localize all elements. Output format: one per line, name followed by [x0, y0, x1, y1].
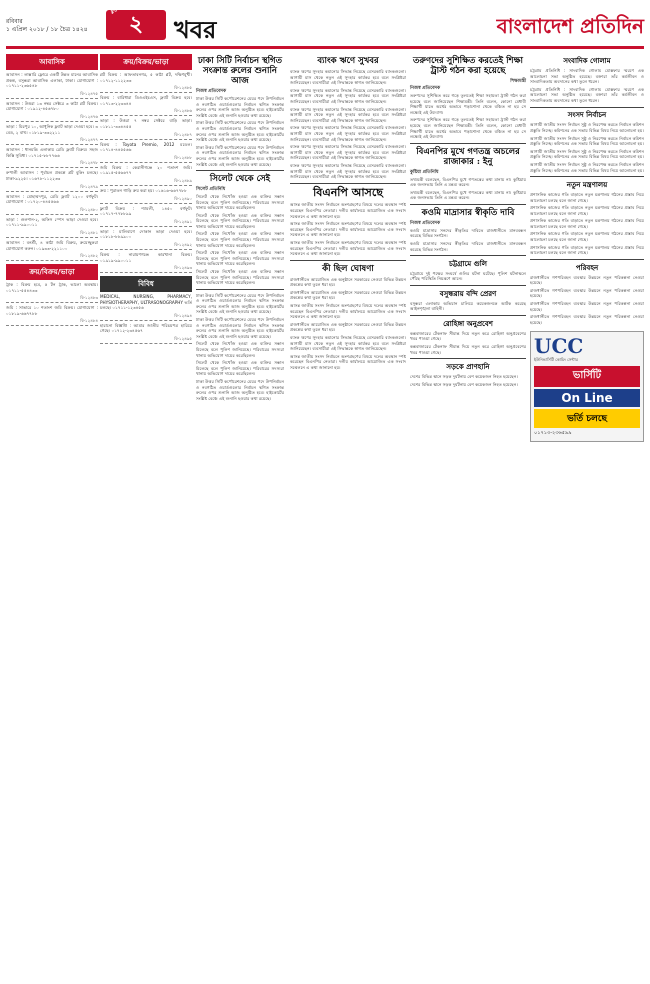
- news-column-e: [410, 54, 644, 978]
- article-body-filler: ঢাকা উত্তর সিটি কর্পোরেশনের মেয়র পদে উপনির্বাচন ও নবগঠিত ওয়ার্ডগুলোর নির্বাচন স্থগিত সংক্রান্ত রুলের ওপর শুনানি আজ অনুষ্ঠিত হবে। হাইকোর্টের সংশ্লিষ্ট বেঞ্চে এই শুনানি হওয়ার কথা রয়েছে।: [196, 144, 284, 167]
- page-number: ২: [128, 11, 144, 37]
- classified-ad-ref: বি-১২৪৮৭: [174, 131, 192, 137]
- article-body-filler: আগামী জাতীয় সংসদ নির্বাচন সুষ্ঠু ও নিরপেক্ষ করতে নির্বাচন কমিশন প্রস্তুতি নিচ্ছে। কমিশনের এক সভায় বিভিন্ন বিষয় নিয়ে আলোচনা হয়।: [530, 148, 644, 160]
- classified-ad: [100, 206, 192, 227]
- divider: [196, 289, 284, 290]
- headline-rohingya: রোহিঙ্গা অনুপ্রবেশ: [443, 318, 493, 328]
- classified-ad-ref: বি-১২৪৮৮: [174, 154, 192, 160]
- article-body-filler: রাজধানীতে গণপরিবহন ব্যবস্থার উন্নয়নে নতুন পরিকল্পনা নেওয়া হয়েছে।: [530, 287, 644, 299]
- classified-ad-text: ভাড়া : মিরপুর ১০, আধুনিক ফ্ল্যাট ভাড়া দেওয়া হবে। ৩ বেড, ২ বাথ। ০১৮১৯-৩৩২২১১: [6, 123, 98, 135]
- article-body-filler: কওমি মাদ্রাসার সনদের স্বীকৃতির দাবিতে রাজধানীতে মানববন্ধন করেছে বিভিন্ন সংগঠন।: [410, 240, 526, 252]
- page-number-box: [106, 4, 166, 40]
- byline: নিজস্ব প্রতিবেদক: [196, 89, 227, 94]
- article-body-filler: ঢাকা উত্তর সিটি কর্পোরেশনের মেয়র পদে উপনির্বাচন ও নবগঠিত ওয়ার্ডগুলোর নির্বাচন স্থগিত সংক্রান্ত রুলের ওপর শুনানি আজ অনুষ্ঠিত হবে। হাইকোর্টের সংশ্লিষ্ট বেঞ্চে এই শুনানি হওয়ার কথা রয়েছে।: [196, 317, 284, 339]
- article-body-filler: ব্যাংক ঋণের সুদহার কমানোর সিদ্ধান্ত নিয়েছে বেসরকারি ব্যাংকগুলো। আগামী মাস থেকে নতুন এই সুদহার কার্যকর হবে বলে সংশ্লিষ্টরা জানিয়েছেন। ব্যবসায়ীরা এই সিদ্ধান্তকে স্বাগত জানিয়েছেন।: [290, 87, 406, 104]
- classified-ad: [100, 165, 192, 186]
- classified-ad-text: বিক্রয় : Toyota Premio, 2012 মডেল। ০১৭১৪-৪৪৫৫৬৬: [100, 141, 192, 153]
- subcolumn-left: [410, 54, 526, 442]
- divider: [530, 259, 644, 260]
- classified-ad-ref: বি-১২৪৭৭: [80, 137, 98, 143]
- article-body-filler: কক্সবাজারের টেকনাফ সীমান্ত দিয়ে নতুন করে রোহিঙ্গা অনুপ্রবেশের খবর পাওয়া গেছে।: [410, 344, 526, 355]
- day-name: রবিবার: [6, 18, 23, 25]
- article-body: ব্যাংক ঋণের সুদহার কমানোর সিদ্ধান্ত নিয়েছে বেসরকারি ব্যাংকগুলো। আগামী মাস থেকে নতুন এই সুদহার কার্যকর হবে বলে সংশ্লিষ্টরা জানিয়েছেন। ব্যবসায়ীরা এই সিদ্ধান্তকে স্বাগত জানিয়েছেন।: [290, 69, 406, 86]
- date-text: ১ এপ্রিল ২০১৮ / ১৮ চৈত্র ১৪২৪: [6, 26, 88, 33]
- article-body-filler: রাজধানীতে গণপরিবহন ব্যবস্থার উন্নয়নে নতুন পরিকল্পনা নেওয়া হয়েছে।: [530, 301, 644, 312]
- divider: [530, 176, 644, 177]
- ucc-advertisement[interactable]: [530, 331, 644, 442]
- classified-ad-ref: বি-১২৪৭৬: [80, 113, 98, 119]
- classified-ad: [6, 194, 98, 215]
- article-body-filler: ব্যাংক ঋণের সুদহার কমানোর সিদ্ধান্ত নিয়েছে বেসরকারি ব্যাংকগুলো। আগামী মাস থেকে নতুন এই সুদহার কার্যকর হবে বলে সংশ্লিষ্টরা জানিয়েছেন। ব্যবসায়ীরা এই সিদ্ধান্তকে স্বাগত জানিয়েছেন।: [290, 162, 406, 180]
- classified-ad-text: MEDICAL, NURSING, PHARMACY, PHYSIOTHERAPHY, ULTRASONOGRAPHY ভর্তি চলছে। ০১৭১১-১২৩৪৫৬: [100, 294, 192, 311]
- article-body: আগামী জাতীয় সংসদ নির্বাচন সুষ্ঠু ও নিরপেক্ষ করতে নির্বাচন কমিশন প্রস্তুতি নিচ্ছে। কমিশনের এক সভায় বিভিন্ন বিষয় নিয়ে আলোচনা হয়।: [530, 122, 644, 133]
- article-body-filler: সিলেট থেকে নিখোঁজ হওয়া এক ব্যক্তির সন্ধান মিলেছে বলে পুলিশ জানিয়েছে। পরিবারের সদস্যরা থানায় অভিযোগ দায়ের করেছিলেন।: [196, 212, 284, 229]
- divider: [410, 143, 526, 144]
- ucc-phone: ০১৭১৩-২৩৬৫৯৯: [534, 430, 572, 437]
- classified-ad-ref: বি-১২৪৮১: [80, 229, 98, 235]
- classified-ad-text: আবাসন : লাক্সারি ফ্লোরে একটি উন্নত মানের আবাসিক প্রকল্প, বসুন্ধরা আবাসিক এলাকা, ঢাকা। যোগাযোগ : ০১৭১১-২৩৬৫৪৮: [6, 72, 98, 89]
- headline-bnp: বিএনপি আসছে: [313, 186, 383, 200]
- divider: [196, 170, 284, 171]
- section-title: খবর: [174, 15, 217, 44]
- article-body: প্রশাসনিক কাজের গতি বাড়াতে নতুন মন্ত্রণালয় গঠনের প্রস্তাব নিয়ে আলোচনা চলছে বলে জানা গেছে।: [530, 191, 644, 203]
- classifieds-column-a: [6, 54, 98, 978]
- classified-ad-ref: বি-১২৪৭৮: [80, 160, 98, 166]
- article-body: বসুন্ধরা এলাকায় অভিযান চালিয়ে কয়েকজনকে আটক করেছে আইনশৃঙ্খলা বাহিনী।: [410, 300, 526, 312]
- headline-road: সড়কে প্রাণহানি: [446, 362, 490, 372]
- article-body-filler: প্রশাসনিক কাজের গতি বাড়াতে নতুন মন্ত্রণালয় গঠনের প্রস্তাব নিয়ে আলোচনা চলছে বলে জানা গেছে।: [530, 231, 644, 243]
- article-body: চট্টগ্রাম প্রতিনিধি : সাংবাদিক গোলাম মোস্তফার স্মরণে এক আলোচনা সভা অনুষ্ঠিত হয়েছে। বক্তারা তাঁর কর্মজীবন ও সাংবাদিকতায় অবদানের কথা তুলে ধরেন।: [530, 68, 644, 85]
- article-body-filler: আগামী জাতীয় সংসদ নির্বাচন সুষ্ঠু ও নিরপেক্ষ করতে নির্বাচন কমিশন প্রস্তুতি নিচ্ছে। কমিশনের এক সভায় বিভিন্ন বিষয় নিয়ে আলোচনা হয়।: [530, 161, 644, 173]
- article-body-filler: ব্যাংক ঋণের সুদহার কমানোর সিদ্ধান্ত নিয়েছে বেসরকারি ব্যাংকগুলো। আগামী মাস থেকে নতুন এই সুদহার কার্যকর হবে বলে সংশ্লিষ্টরা জানিয়েছেন। ব্যবসায়ীরা এই সিদ্ধান্তকে স্বাগত জানিয়েছেন।: [290, 144, 406, 161]
- article-body-filler: আসন্ন জাতীয় সংসদ নির্বাচনে অংশগ্রহণের বিষয়ে দলের অবস্থান স্পষ্ট করেছেন বিএনপির নেতারা। দলীয় কার্যালয়ে আয়োজিত এক সংবাদ সম্মেলনে এ কথা জানানো হয়।: [290, 303, 406, 320]
- classified-ad-ref: বি-১২৪৮০: [80, 206, 98, 212]
- masthead-rule: [6, 46, 644, 49]
- headline-qawmi: কওমি মাদ্রাসার স্বীকৃতি দাবি: [421, 207, 515, 218]
- headline-briefs: সংবাদিক গোলাম: [563, 56, 611, 65]
- classifieds-column-b: [100, 54, 192, 978]
- classified-ad-ref: বি-১২৪৯২: [174, 241, 192, 247]
- article-body: রাজধানীতে গণপরিবহন ব্যবস্থার উন্নয়নে নতুন পরিকল্পনা নেওয়া হয়েছে।: [530, 274, 644, 286]
- page-word: পৃষ্ঠা: [110, 4, 117, 14]
- article-body-filler: সিলেট থেকে নিখোঁজ হওয়া এক ব্যক্তির সন্ধান মিলেছে বলে পুলিশ জানিয়েছে। পরিবারের সদস্যরা থানায় অভিযোগ দায়ের করেছিলেন।: [196, 231, 284, 248]
- article-body: আসন্ন জাতীয় সংসদ নির্বাচনে অংশগ্রহণের বিষয়ে দলের অবস্থান স্পষ্ট করেছেন বিএনপির নেতারা। দলীয় কার্যালয়ে আয়োজিত এক সংবাদ সম্মেলনে এ কথা জানানো হয়।: [290, 202, 406, 219]
- classified-heading-2: ক্রয়/বিক্রয়/ভাড়া: [6, 264, 98, 280]
- ucc-logo: UCC: [534, 334, 584, 359]
- classified-ad: [100, 118, 192, 139]
- subcolumn-right: [530, 54, 644, 442]
- classified-ad: [6, 72, 98, 99]
- article-body-filler: চট্টগ্রাম প্রতিনিধি : সাংবাদিক গোলাম মোস্তফার স্মরণে এক আলোচনা সভা অনুষ্ঠিত হয়েছে। বক্তারা তাঁর কর্মজীবন ও সাংবাদিকতায় অবদানের কথা তুলে ধরেন।: [530, 86, 644, 103]
- article-body-filler: প্রশাসনিক কাজের গতি বাড়াতে নতুন মন্ত্রণালয় গঠনের প্রস্তাব নিয়ে আলোচনা চলছে বলে জানা গেছে।: [530, 205, 644, 216]
- classified-ad: [6, 217, 98, 238]
- classified-ad-ref: বি-১২৪৯৫: [174, 336, 192, 342]
- headline-new-ministry: নতুন মন্ত্রণালয়: [566, 179, 608, 189]
- headline-bashundhara: বসুন্ধরায় বন্দি প্রেরণ: [439, 288, 497, 298]
- article-body: ঢাকা উত্তর সিটি কর্পোরেশনের মেয়র পদে উপনির্বাচন ও নবগঠিত ওয়ার্ডগুলোর নির্বাচন স্থগিত সংক্রান্ত রুলের ওপর শুনানি আজ অনুষ্ঠিত হবে। হাইকোর্টের সংশ্লিষ্ট বেঞ্চে এই শুনানি হওয়ার কথা রয়েছে।: [196, 96, 284, 118]
- classified-ad-text: আবাসন : উত্তরা ১৩ নম্বর সেক্টরে ৩ কাঠা প্লট বিক্রয়। যোগাযোগ : ০১৯১২-৪৫৬৭৮০: [6, 100, 98, 112]
- divider: [410, 358, 526, 359]
- article-body-filler: আসন্ন জাতীয় সংসদ নির্বাচনে অংশগ্রহণের বিষয়ে দলের অবস্থান স্পষ্ট করেছেন বিএনপির নেতারা। দলীয় কার্যালয়ে আয়োজিত এক সংবাদ সম্মেলনে এ কথা জানানো হয়।: [290, 353, 406, 370]
- classified-ad: [100, 72, 192, 93]
- divider: [290, 183, 406, 184]
- byline: নিজস্ব প্রতিবেদক: [410, 220, 441, 226]
- article-body-filler: সিলেট থেকে নিখোঁজ হওয়া এক ব্যক্তির সন্ধান মিলেছে বলে পুলিশ জানিয়েছে। পরিবারের সদস্যরা থানায় অভিযোগ দায়ের করেছিলেন।: [196, 269, 284, 286]
- classified-ad-ref: বি-১২৪৭৫: [80, 90, 98, 96]
- classified-ad-text: রুপালী আবাসন : পূর্বাচল প্রকল্পে প্লট বুকিং চলছে। ঢাকা-৯২২৫। ০১৬৭৮-১১২২৩৩: [6, 170, 98, 181]
- divider: [410, 315, 526, 316]
- classified-ad-text: হারানো বিজ্ঞপ্তি : আমার জাতীয় পরিচয়পত্র হারিয়ে গেছে। ০১৭১২-২৩৪৫৬৭: [100, 322, 192, 334]
- classified-ad: [6, 305, 98, 326]
- masthead: [6, 4, 644, 44]
- article-body-filler: ব্যাংক ঋণের সুদহার কমানোর সিদ্ধান্ত নিয়েছে বেসরকারি ব্যাংকগুলো। আগামী মাস থেকে নতুন এই সুদহার কার্যকর হবে বলে সংশ্লিষ্টরা জানিয়েছেন। ব্যবসায়ীরা এই সিদ্ধান্তকে স্বাগত জানিয়েছেন।: [290, 106, 406, 123]
- classified-ad: [100, 188, 192, 204]
- article-body-filler: তথ্যমন্ত্রী বলেছেন, বিএনপির মুখে গণতন্ত্রের কথা মানায় না। কুষ্টিয়ায় এক জনসভায় তিনি এ মন্তব্য করেন।: [410, 189, 526, 201]
- classified-ad-text: ভাড়া : উত্তরা ৭ নম্বর সেক্টরে বাড়ি ভাড়া। ০১৮১১-৩৩৪৪৫৫: [100, 118, 192, 129]
- headline-pm-speech: কী ছিল ঘোষণা: [322, 263, 374, 274]
- classified-ad-ref: বি-১২৪৭৯: [80, 183, 98, 189]
- classified-ad-text: ক্রয় : পুরাতন গাড়ি ক্রয় করা হয়। ০১৬১৬-৬৬৭৭৮৮: [100, 187, 187, 193]
- classified-ad-ref: বি-১২৪৯৪: [174, 312, 192, 318]
- ucc-online-label: On Line: [534, 389, 640, 407]
- classified-ad: [6, 240, 98, 261]
- classified-ad: [100, 142, 192, 163]
- masthead-date: [6, 18, 88, 34]
- ucc-subtitle: ইউনিভার্সিটি কোচিং সেন্টার: [534, 357, 578, 363]
- article-body-filler: আসন্ন জাতীয় সংসদ নির্বাচনে অংশগ্রহণের বিষয়ে দলের অবস্থান স্পষ্ট করেছেন বিএনপির নেতারা। দলীয় কার্যালয়ে আয়োজিত এক সংবাদ সম্মেলনে এ কথা জানানো হয়।: [290, 240, 406, 257]
- ucc-banner: ভার্সিটি: [534, 366, 640, 387]
- article-body-filler: ঢাকা উত্তর সিটি কর্পোরেশনের মেয়র পদে উপনির্বাচন ও নবগঠিত ওয়ার্ডগুলোর নির্বাচন স্থগিত সংক্রান্ত রুলের ওপর শুনানি আজ অনুষ্ঠিত হবে। হাইকোর্টের সংশ্লিষ্ট বেঞ্চে এই শুনানি হওয়ার কথা রয়েছে।: [196, 120, 284, 143]
- classified-ad-text: আবাসন : মোহাম্মদপুর, রেডি ফ্ল্যাট ১২০০ বর্গফুট। যোগাযোগ : ০১৭২০-৪৪৫৫৬৬: [6, 193, 98, 205]
- classified-ad-ref: বি-১২৪৮৪: [80, 318, 98, 324]
- article-body: চট্টগ্রামে দুই পক্ষের সংঘর্ষে গুলির ঘটনা ঘটেছে। পুলিশ ঘটনাস্থলে পৌঁছে পরিস্থিতি নিয়ন্ত্রণে আনে।: [410, 270, 526, 282]
- headline-chattogram: চট্টগ্রামে গুলি: [448, 258, 488, 268]
- classified-ad-ref: বি-১২৪৯০: [174, 195, 192, 201]
- classified-ad-text: আবাসন : ধানমন্ডি এলাকায় রেডি ফ্ল্যাট বিক্রয়। সহজ কিস্তি সুবিধা। ০১৭১৫-৮৮৭৭৬৬: [6, 147, 98, 158]
- classified-ad-ref: বি-১২৪৯৩: [174, 265, 192, 271]
- article-body-filler: সিলেট থেকে নিখোঁজ হওয়া এক ব্যক্তির সন্ধান মিলেছে বলে পুলিশ জানিয়েছে। পরিবারের সদস্যরা থানায় অভিযোগ দায়ের করেছিলেন।: [196, 341, 284, 358]
- article-body: রাজধানীতে আয়োজিত এক অনুষ্ঠানে সরকারের নেওয়া বিভিন্ন উন্নয়ন প্রকল্পের কথা তুলে ধরা হয়।: [290, 276, 406, 288]
- classified-ad: [100, 252, 192, 273]
- classified-ad-ref: বি-১২৪৮২: [80, 253, 98, 259]
- article-body-filler: ব্যাংক ঋণের সুদহার কমানোর সিদ্ধান্ত নিয়েছে বেসরকারি ব্যাংকগুলো। আগামী মাস থেকে নতুন এই সুদহার কার্যকর হবে বলে সংশ্লিষ্টরা জানিয়েছেন। ব্যবসায়ীরা এই সিদ্ধান্তকে স্বাগত জানিয়েছেন।: [290, 125, 406, 142]
- article-body-filler: ঢাকা উত্তর সিটি কর্পোরেশনের মেয়র পদে উপনির্বাচন ও নবগঠিত ওয়ার্ডগুলোর নির্বাচন স্থগিত সংক্রান্ত রুলের ওপর শুনানি আজ অনুষ্ঠিত হবে। হাইকোর্টের সংশ্লিষ্ট বেঞ্চে এই শুনানি হওয়ার কথা রয়েছে।: [196, 378, 284, 401]
- classified-ad-text: ট্রাক : বিক্রয় হবে, ৫ টন ট্রাক, ভালো অবস্থায়। ০১৭১১-৫৫৪৪৩৩: [6, 282, 98, 293]
- classified-ad: [6, 147, 98, 168]
- classified-ad: [6, 170, 98, 191]
- divider: [290, 260, 406, 261]
- classified-ad-ref: বি-১২৪৯১: [174, 218, 192, 224]
- article-body-filler: ঢাকা উত্তর সিটি কর্পোরেশনের মেয়র পদে উপনির্বাচন ও নবগঠিত ওয়ার্ডগুলোর নির্বাচন স্থগিত সংক্রান্ত রুলের ওপর শুনানি আজ অনুষ্ঠিত হবে। হাইকোর্টের সংশ্লিষ্ট বেঞ্চে এই শুনানি হওয়ার কথা রয়েছে।: [196, 292, 284, 315]
- classified-heading-2: বিবিধ: [100, 276, 192, 292]
- divider: [410, 255, 526, 256]
- divider: [410, 285, 526, 286]
- headline-transport: পরিবহন: [575, 262, 599, 272]
- headline-youth: তরুণদের সুশিক্ষিত করতেই শিক্ষা ট্রাস্ট গঠন করা হয়েছে: [413, 56, 523, 76]
- byline: কুষ্টিয়া প্রতিনিধি: [410, 169, 439, 175]
- news-column-c: [196, 54, 284, 978]
- article-body-filler: আসন্ন জাতীয় সংসদ নির্বাচনে অংশগ্রহণের বিষয়ে দলের অবস্থান স্পষ্ট করেছেন বিএনপির নেতারা। দলীয় কার্যালয়ে আয়োজিত এক সংবাদ সম্মেলনে এ কথা জানানো হয়।: [290, 221, 406, 238]
- classified-ad-ref: বি-১২৪৮৬: [174, 108, 192, 114]
- article-body-filler: প্রশাসনিক কাজের গতি বাড়াতে নতুন মন্ত্রণালয় গঠনের প্রস্তাব নিয়ে আলোচনা চলছে বলে জানা গেছে।: [530, 244, 644, 256]
- classified-ad-text: জমি বিক্রয় : কেরানীগঞ্জে ২০ শতাংশ জমি। ০১৯১৫-৫৫৬৬৭৭: [100, 164, 192, 176]
- classified-ad-text: প্লট বিক্রয় : আফতাবনগর, ৫ কাঠা প্লট, দক্ষিণমুখী। ০১৭১২-১১২২৩৩: [100, 72, 192, 83]
- article-body-filler: রাজধানীতে আয়োজিত এক অনুষ্ঠানে সরকারের নেওয়া বিভিন্ন উন্নয়ন প্রকল্পের কথা তুলে ধরা হয়।: [290, 321, 406, 333]
- classified-ad-text: ফ্ল্যাট বিক্রয় : শ্যামলী, ১৪৫০ বর্গফুট। ০১৭১৭-৭৭৮৮৯৯: [100, 205, 192, 217]
- article-body-filler: দেশের বিভিন্ন স্থানে সড়ক দুর্ঘটনায় বেশ কয়েকজন নিহত হয়েছেন।: [410, 381, 518, 387]
- divider: [530, 107, 644, 108]
- headline-parliament: সংসদ নির্বাচন: [567, 110, 607, 120]
- article-body: কওমি মাদ্রাসার সনদের স্বীকৃতির দাবিতে রাজধানীতে মানববন্ধন করেছে বিভিন্ন সংগঠন।: [410, 227, 526, 239]
- article-body: কক্সবাজারের টেকনাফ সীমান্ত দিয়ে নতুন করে রোহিঙ্গা অনুপ্রবেশের খবর পাওয়া গেছে।: [410, 330, 526, 342]
- article-body-filler: প্রশাসনিক কাজের গতি বাড়াতে নতুন মন্ত্রণালয় গঠনের প্রস্তাব নিয়ে আলোচনা চলছে বলে জানা গেছে।: [530, 218, 644, 229]
- classified-ad: [6, 101, 98, 122]
- article-body-filler: সিলেট থেকে নিখোঁজ হওয়া এক ব্যক্তির সন্ধান মিলেছে বলে পুলিশ জানিয়েছে। পরিবারের সদস্যরা থানায় অভিযোগ দায়ের করেছিলেন।: [196, 250, 284, 267]
- classified-ad: [100, 323, 192, 344]
- article-body: দেশের বিভিন্ন স্থানে সড়ক দুর্ঘটনায় বেশ কয়েকজন নিহত হয়েছেন।: [410, 374, 518, 380]
- article-body: তথ্যমন্ত্রী বলেছেন, বিএনপির মুখে গণতন্ত্রের কথা মানায় না। কুষ্টিয়ায় এক জনসভায় তিনি এ মন্তব্য করেন।: [410, 176, 526, 188]
- classified-ad-text: ভাড়া : গুলশান-২, অফিস স্পেস ভাড়া দেওয়া হবে। ০১৭১১-৯৯০০১১: [6, 216, 98, 228]
- classified-heading: আবাসিক: [6, 54, 98, 70]
- byline: সিলেট প্রতিনিধি: [196, 186, 226, 192]
- classified-ad-text: আবাসন : বনশ্রী, ৪ কাঠা জমি বিক্রয়, ক্রয়েচ্ছুকরা যোগাযোগ করুন। ০১৯৩৩-২২১১০০: [6, 239, 98, 251]
- article-body-filler: তরুণদের সুশিক্ষিত করে গড়ে তুলতেই শিক্ষা সহায়তা ট্রাস্ট গঠন করা হয়েছে বলে জানিয়েছেন শিক্ষামন্ত্রী। তিনি বলেন, কোনো মেধাবী শিক্ষার্থী যাতে অর্থের অভাবে পড়াশোনা থেকে বঞ্চিত না হয় সে লক্ষ্যেই এই উদ্যোগ।: [410, 117, 526, 140]
- article-body-filler: সিলেট থেকে নিখোঁজ হওয়া এক ব্যক্তির সন্ধান মিলেছে বলে পুলিশ জানিয়েছে। পরিবারের সদস্যরা থানায় অভিযোগ দায়ের করেছিলেন।: [196, 360, 284, 377]
- classified-ad: [100, 229, 192, 250]
- headline-bank-loan: ব্যাংক ঋণে সুখবর: [317, 56, 379, 66]
- classified-ad: [6, 282, 98, 303]
- classified-ad: [6, 124, 98, 145]
- byline: নিজস্ব প্রতিবেদক: [410, 86, 441, 91]
- article-body-filler: ব্যাংক ঋণের সুদহার কমানোর সিদ্ধান্ত নিয়েছে বেসরকারি ব্যাংকগুলো। আগামী মাস থেকে নতুন এই সুদহার কার্যকর হবে বলে সংশ্লিষ্টরা জানিয়েছেন। ব্যবসায়ীরা এই সিদ্ধান্তকে স্বাগত জানিয়েছেন।: [290, 334, 406, 352]
- classified-ad-text: জমি : সাভারে ১০ শতাংশ জমি বিক্রয়। যোগাযোগ : ০১৮১৯-৬৬৭৭৮৮: [6, 305, 98, 316]
- news-column-d: [290, 54, 406, 978]
- classified-ad-text: ভাড়া : মালিবাগে দোকান ভাড়া দেওয়া হবে। ০১৮১৮-৮৮৯৯০০: [100, 228, 192, 240]
- ucc-admission-cta[interactable]: ভর্তি চলছে: [534, 409, 640, 428]
- classified-ad-ref: বি-১২৪৮৯: [174, 177, 192, 183]
- divider: [410, 204, 526, 205]
- article-body: সিলেট থেকে নিখোঁজ হওয়া এক ব্যক্তির সন্ধান মিলেছে বলে পুলিশ জানিয়েছে। পরিবারের সদস্যরা থানায় অভিযোগ দায়ের করেছিলেন।: [196, 193, 284, 211]
- classified-ad-ref: বি-১২৪৮৩: [80, 295, 98, 301]
- classified-ad: [100, 294, 192, 321]
- classified-ad-ref: বি-১২৪৮৫: [174, 85, 192, 91]
- byline-right: শিক্ষামন্ত্রী: [510, 79, 526, 84]
- headline-bnp-face: বিএনপির মুখে গণতন্ত্র অচলের রাজাকার : ইনু: [416, 146, 520, 167]
- article-body: তরুণদের সুশিক্ষিত করে গড়ে তুলতেই শিক্ষা সহায়তা ট্রাস্ট গঠন করা হয়েছে বলে জানিয়েছেন শিক্ষামন্ত্রী। তিনি বলেন, কোনো মেধাবী শিক্ষার্থী যাতে অর্থের অভাবে পড়াশোনা থেকে বঞ্চিত না হয় সে লক্ষ্যেই এই উদ্যোগ।: [410, 93, 526, 115]
- classified-ad-text: বিক্রয় : বারিধারা ডিওএইচএস, ফ্ল্যাট বিক্রয় হবে। ০১৭১৩-২২৩৩৪৪: [100, 95, 192, 106]
- article-body-filler: রাজধানীতে গণপরিবহন ব্যবস্থার উন্নয়নে নতুন পরিকল্পনা নেওয়া হয়েছে।: [530, 314, 644, 325]
- headline-sylhet: সিলেট থেকে সেই: [209, 173, 271, 184]
- classified-heading: ক্রয়/বিক্রয়/ভাড়া: [100, 54, 192, 70]
- classified-ad-text: বিক্রয় : নারায়ণগঞ্জে কারখানা বিক্রয়। ০১৯১৯-৯৯০০১১: [100, 251, 192, 263]
- headline-dhaka-city: ঢাকা সিটি নির্বাচন স্থগিত সংক্রান্ত রুলের শুনানি আজ: [197, 56, 283, 86]
- classified-ad: [100, 95, 192, 116]
- brand-logo: বাংলাদেশ প্রতিদিন: [496, 14, 644, 38]
- article-body-filler: আগামী জাতীয় সংসদ নির্বাচন সুষ্ঠু ও নিরপেক্ষ করতে নির্বাচন কমিশন প্রস্তুতি নিচ্ছে। কমিশনের এক সভায় বিভিন্ন বিষয় নিয়ে আলোচনা হয়।: [530, 135, 644, 147]
- article-body-filler: রাজধানীতে আয়োজিত এক অনুষ্ঠানে সরকারের নেওয়া বিভিন্ন উন্নয়ন প্রকল্পের কথা তুলে ধরা হয়।: [290, 289, 406, 301]
